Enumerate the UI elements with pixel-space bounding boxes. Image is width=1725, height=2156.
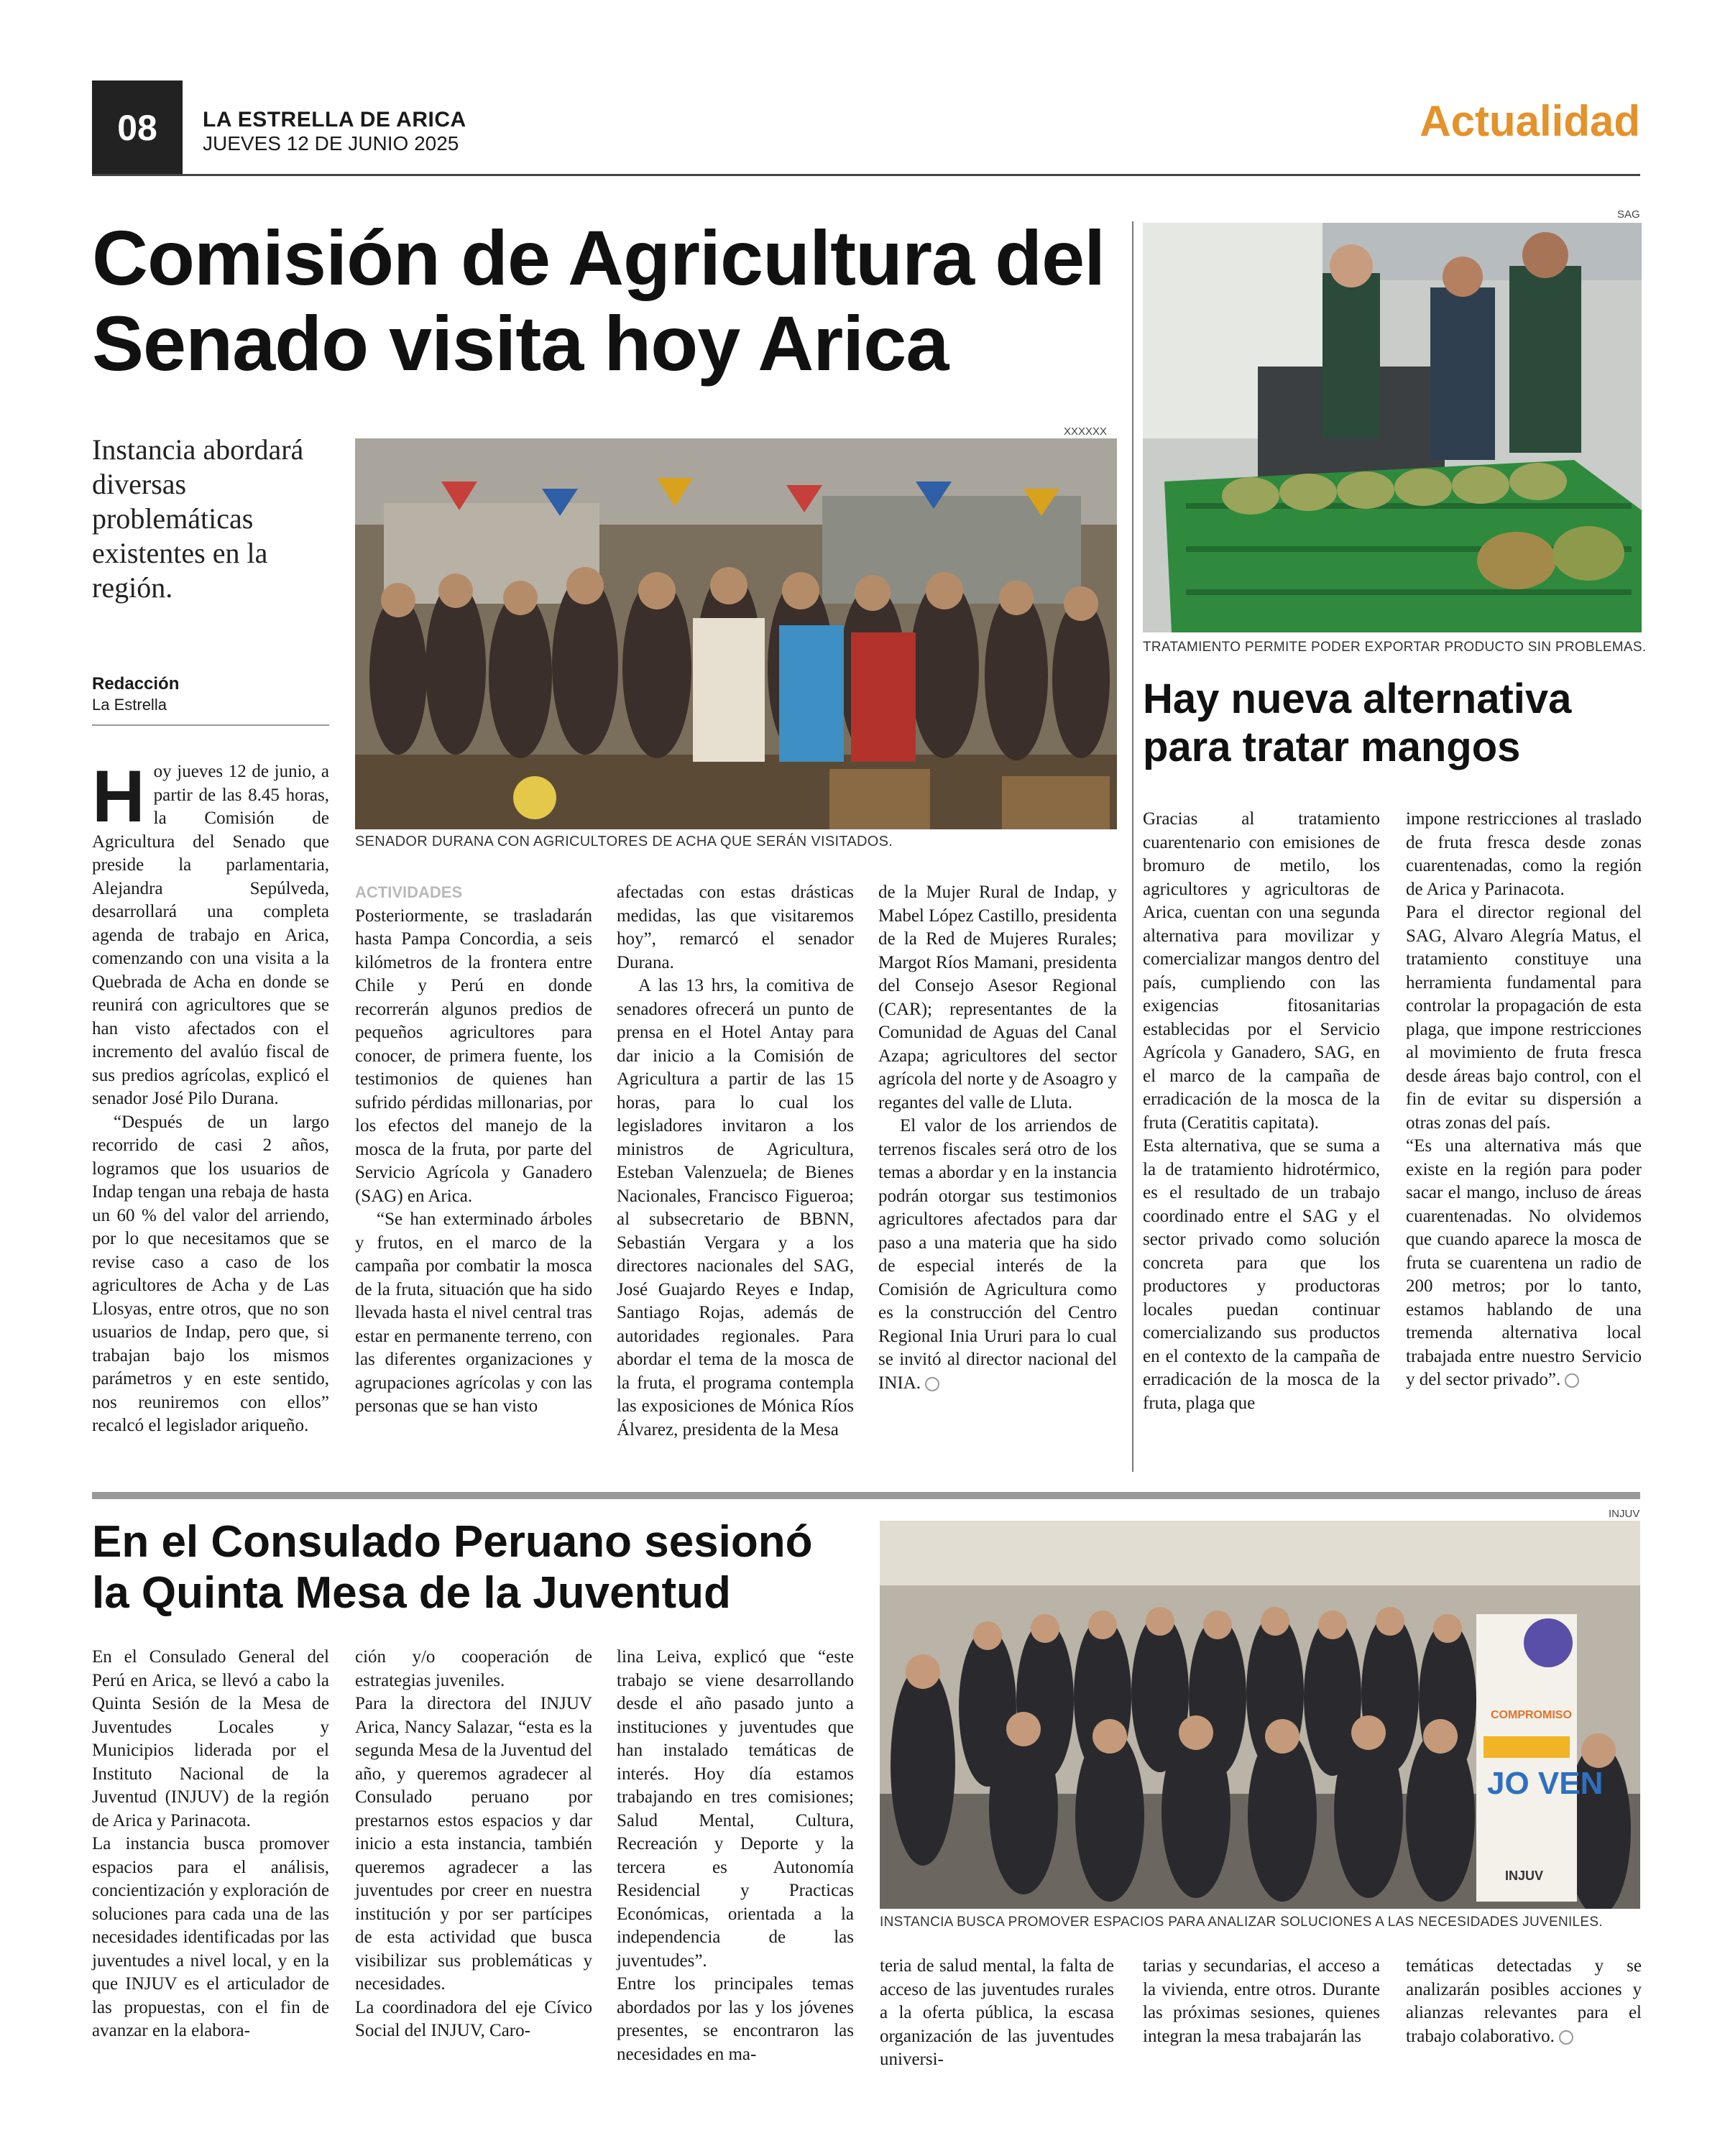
main-photo-credit: XXXXXX <box>1064 425 1108 438</box>
banner-logo: INJUV <box>1505 1869 1544 1883</box>
byline-rule <box>92 724 329 726</box>
main-col1-p2: “Después de un largo recorrido de casi 2 años, logramos que los usuarios de Indap tengan una rebaja de hasta un 60 % del valor del arriendo, por lo que necesitamos que se revise caso a caso de los agricultores de Acha y de Las Llosyas, entre otros, que no son usuarios de Indap, pero que, si trabajan bajo los mismos parámetros y en este sentido, nos reuniremos con ellos” recalcó el legislador ariqueño. <box>92 1112 329 1435</box>
youth-column-2 <box>355 1646 592 2043</box>
youth-col1-p1: En el Consulado General del Perú en Arica, se llevó a cabo la Quinta Sesión de la Mesa de Juventudes Locales y Municipios liderada por el Instituto Nacional de la Juventud (INJUV) de la región de Arica y Parinacota. <box>92 1647 329 1830</box>
youth-col5-p0: tarias y secundarias, el acceso a la vivienda, entre otros. Durante las próximas sesiones, quienes integran la mesa trabajarán las <box>1143 1956 1380 2046</box>
mango-photo-credit: SAG <box>1617 208 1640 221</box>
main-column-2 <box>355 881 592 1419</box>
newspaper-name: LA ESTRELLA DE ARICA <box>203 108 466 132</box>
main-headline: Comisión de Agricultura del Senado visita hoy Arica <box>92 214 1105 387</box>
main-col4-p0: de la Mujer Rural de Indap, y Mabel López Castillo, presidenta de la Red de Mujeres Rurales; Margot Ríos Mamani, presidenta del Consejo Asesor Regional (CAR); representantes de la Comunidad de Aguas del Canal Azapa; agricultores del sector agrícola del norte y de Asoagro y regantes del valle de Lluta. <box>878 883 1117 1112</box>
main-col2-p1: Posteriormente, se trasladarán hasta Pampa Concordia, a seis kilómetros de la frontera entre Chile y Perú en donde recorrerán algunos predios de pequeños agricultores para conocer, de primera fuente, los testimonios de quienes han sufrido pérdidas millonarias, por los efectos del manejo de la mosca de la fruta, por parte del Servicio Agrícola y Ganadero (SAG) en Arica. <box>355 906 592 1206</box>
main-col1-p1: oy jueves 12 de junio, a partir de las 8.45 horas, la Comisión de Agricultura del Senado que preside la parlamentaria, Alejandra Sepúlveda, desarrollará una completa agenda de trabajo en Arica, comenzando con una visita a la Quebrada de Acha en donde se reunirá con agricultores que se han visto afectados con el incremento del avalúo fiscal de sus predios agrícolas, explicó el senador José Pilo Durana. <box>92 762 329 1108</box>
main-column-3 <box>617 881 854 1442</box>
main-photo-caption: SENADOR DURANA CON AGRICULTORES DE ACHA QUE SERÁN VISITADOS. <box>355 834 893 849</box>
end-mark-icon <box>925 1377 939 1391</box>
youth-col2-p0: ción y/o cooperación de estrategias juveniles. <box>355 1647 592 1690</box>
youth-photo <box>880 1521 1640 1909</box>
mango-col1-p2: Esta alternativa, que se suma a la de tratamiento hidrotérmico, es el resultado de un trabajo coordinado entre el SAG y el sector privado como solución concreta para que los productores y productoras locales puedan continuar comercializando sus productos en el contexto de la campaña de erradicación de la mosca de la fruta, plaga que <box>1143 1136 1380 1413</box>
mango-photo <box>1143 223 1642 632</box>
youth-col4-p0: teria de salud mental, la falta de acceso de las juventudes rurales a la oferta pública, la escasa organización de las juventudes universi- <box>880 1956 1114 2069</box>
mango-column-2 <box>1406 808 1642 1392</box>
youth-col2-p2: La coordinadora del eje Cívico Social del INJUV, Caro- <box>355 1997 592 2040</box>
page-number: 08 <box>92 80 183 175</box>
youth-column-6 <box>1406 1955 1642 2048</box>
end-mark-icon <box>1565 1373 1579 1388</box>
mango-col2-p0: impone restricciones al traslado de fruta fresca desde zonas cuarentenadas, como la región de Arica y Parinacota. <box>1406 809 1642 899</box>
byline-name: Redacción <box>92 674 180 694</box>
main-col3-p1: A las 13 hrs, la comitiva de senadores ofrecerá un punto de prensa en el Hotel Antay para dar inicio a la Comisión de Agricultura a partir de las 15 horas, para lo cual los legisladores invitaron a los ministros de Agricultura, Esteban Valenzuela; de Bienes Nacionales, Francisco Figueroa; al subsecretario de BBNN, Sebastián Vergara y a los directores nacionales del SAG, José Guajardo Reyes e Indap, Santiago Rojas, además de autoridades regionales. Para abordar el tema de la mosca de la fruta, el programa contempla las exposiciones de Mónica Ríos Álvarez, presidenta de la Mesa <box>617 976 854 1439</box>
youth-headline: En el Consulado Peruano sesionó la Quinta Mesa de la Juventud <box>92 1517 813 1618</box>
section-band <box>92 1492 1640 1499</box>
youth-column-3 <box>617 1646 854 2066</box>
youth-column-5 <box>1143 1955 1380 2048</box>
main-deck: Instancia abordará diversas problemáticas existentes en la región. <box>92 433 304 604</box>
youth-column-1 <box>92 1646 329 2043</box>
mango-col2-p1: Para el director regional del SAG, Alvaro Alegría Matus, el tratamiento constituye una herramienta fundamental para controlar la propagación de esta plaga, que impone restricciones al movimiento de fruta fresca desde áreas bajo control, con el fin de evitar su dispersión a otras zonas del país. <box>1406 903 1642 1133</box>
issue-date: JUEVES 12 DE JUNIO 2025 <box>203 132 459 155</box>
youth-col1-p2: La instancia busca promover espacios para el análisis, concientización y exploración de soluciones para cada una de las necesidades identificadas por las juventudes a nivel local, y en la que INJUV es el articulador de las propuestas, con el fin de avanzar en la elabora- <box>92 1834 329 2040</box>
main-photo <box>355 438 1117 829</box>
mango-column-1 <box>1143 808 1380 1415</box>
youth-col2-p1: Para la directora del INJUV Arica, Nancy Salazar, “esta es la segunda Mesa de la Juventud del año, y queremos agradecer al Consulado peruano por prestarnos estos espacios y dar inicio a esta instancia, también queremos agradecer a las juventudes por creer en nuestra institución y por ser partícipes de esta actividad que busca visibilizar sus problemáticas y necesidades. <box>355 1694 592 1994</box>
youth-col6-p0: temáticas detectadas y se analizarán posibles acciones y alianzas relevantes para el trabajo colaborativo. <box>1406 1956 1642 2046</box>
main-column-1 <box>92 755 329 1438</box>
youth-col3-p1: Entre los principales temas abordados por las y los jóvenes presentes, se encontraron las necesidades en ma- <box>617 1974 854 2064</box>
column-divider <box>1132 221 1133 1472</box>
youth-col3-p0: lina Leiva, explicó que “este trabajo se viene desarrollando desde el año pasado junto a instituciones y juventudes que han instalado temáticas de interés. Hoy día estamos trabajando en tres comisiones; Salud Mental, Cultura, Recreación y Deporte y la tercera es Autonomía Residencial y Practicas Económicas, orientada a la independencia de las juventudes”. <box>617 1647 854 1971</box>
byline-org: La Estrella <box>92 696 167 714</box>
header-rule <box>92 174 1640 176</box>
banner-text-big: JO VEN <box>1487 1766 1604 1801</box>
mango-col2-p2: “Es una alternativa más que existe en la región para poder sacar el mango, incluso de áreas cuarentenadas. No olvidemos que cuando aparece la mosca de fruta se cuarentena un radio de 200 metros; por lo tanto, estamos hablando de una tremenda alternativa local trabajada entre nuestro Servicio y del sector privado”. <box>1406 1136 1642 1389</box>
section-label: Actualidad <box>1420 97 1640 145</box>
group-photo-illustration <box>355 438 1117 829</box>
mango-col1-p1: Gracias al tratamiento cuarentenario con emisiones de bromuro de metilo, los agricultores y agricultoras de Arica, cuentan con una segunda alternativa para movilizar y comercializar mangos dentro del país, cumpliendo con las exigencias fitosanitarias establecidas por el Servicio Agrícola y Ganadero, SAG, en el marco de la campaña de erradicación de la mosca de la fruta (Ceratitis capitata). <box>1143 809 1380 1133</box>
banner-text-top: COMPROMISO <box>1491 1709 1572 1721</box>
end-mark-icon <box>1559 2030 1573 2045</box>
mango-headline: Hay nueva alternativa para tratar mangos <box>1143 676 1572 770</box>
main-col3-p0: afectadas con estas drásticas medidas, las que visitaremos hoy”, remarcó el senador Durana. <box>617 883 854 972</box>
youth-photo-caption: INSTANCIA BUSCA PROMOVER ESPACIOS PARA ANALIZAR SOLUCIONES A LAS NECESIDADES JUVENILES. <box>880 1915 1603 1930</box>
main-column-4 <box>878 881 1117 1395</box>
main-col2-p2: “Se han exterminado árboles y frutos, en el marco de la campaña por combatir la mosca de la fruta, situación que ha sido llevada hasta el nivel central tras estar en permanente terreno, con las diferentes organizaciones y agrupaciones agrícolas y con las personas que se han visto <box>355 1210 592 1416</box>
mango-treatment-illustration <box>1143 223 1642 632</box>
mango-photo-caption: TRATAMIENTO PERMITE PODER EXPORTAR PRODUCTO SIN PROBLEMAS. <box>1143 640 1647 655</box>
youth-photo-credit: INJUV <box>1609 1508 1640 1520</box>
youth-group-illustration <box>880 1521 1640 1909</box>
youth-column-4 <box>880 1955 1114 2072</box>
dropcap: H <box>92 755 145 837</box>
main-col4-p1: El valor de los arriendos de terrenos fiscales será otro de los temas a abordar y en la instancia podrán otorgar sus testimonios agricultores afectados para dar paso a una materia que ha sido de especial interés de la Comisión de Agricultura como es la construcción del Centro Regional Inia Ururi para lo cual se invitó al director nacional del INIA. <box>878 1116 1117 1393</box>
subhead-actividades: ACTIVIDADES <box>355 883 463 901</box>
